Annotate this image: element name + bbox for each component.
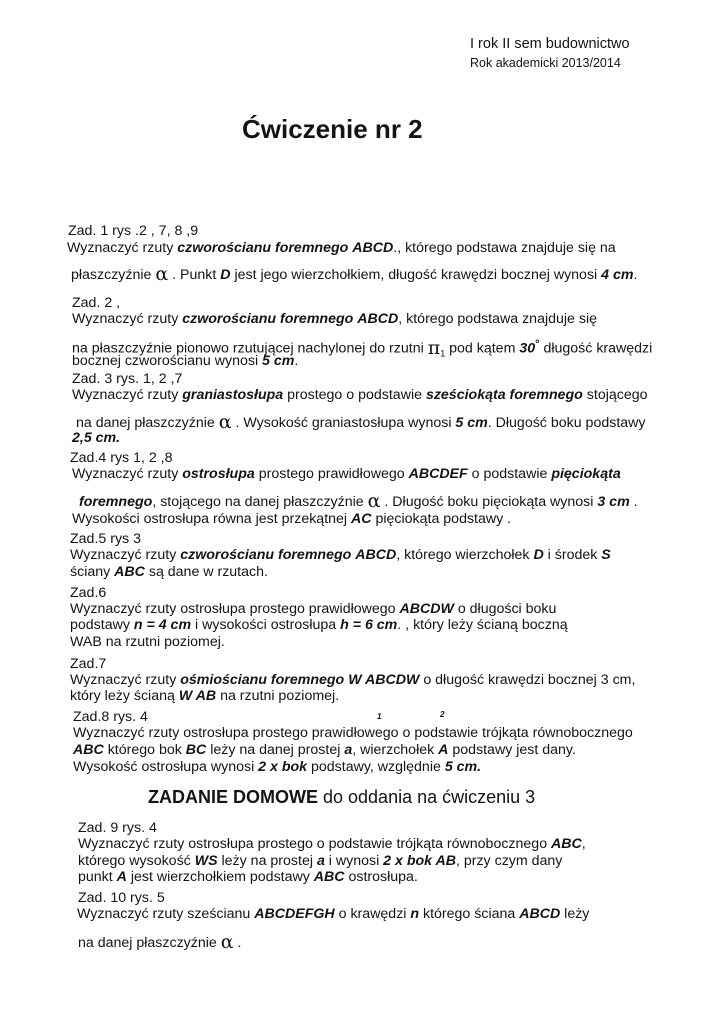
task-7-heading: Zad.7 bbox=[70, 656, 107, 672]
task-5-line-2: ściany ABC są dane w rzutach. bbox=[70, 564, 268, 580]
task-4-heading: Zad.4 rys 1, 2 ,8 bbox=[70, 450, 173, 466]
alpha-symbol: α bbox=[367, 490, 381, 512]
task-4-line-3: Wysokości ostrosłupa równa jest przekątnej AC pięciokąta podstawy . bbox=[72, 511, 512, 527]
vertex-index-1: 1 bbox=[377, 712, 382, 721]
alpha-symbol: α bbox=[218, 411, 232, 433]
task-9-line-3: punkt A jest wierzchołkiem podstawy ABC ostrosłupa. bbox=[78, 869, 418, 885]
vertex-index-2: 2 bbox=[440, 710, 445, 719]
homework-heading: ZADANIE DOMOWE do oddania na ćwiczeniu 3 bbox=[148, 787, 536, 807]
pi-symbol: π bbox=[427, 336, 441, 359]
task-4-line-1: Wyznaczyć rzuty ostrosłupa prostego prawidłowego ABCDEF o podstawie pięciokąta bbox=[72, 466, 621, 482]
task-9-line-2: którego wysokość WS leży na prostej a i wynosi 2 x bok AB, przy czym dany bbox=[78, 853, 563, 869]
task-3-line-1: Wyznaczyć rzuty graniastosłupa prostego o podstawie sześciokąta foremnego stojącego bbox=[72, 387, 648, 403]
task-9-heading: Zad. 9 rys. 4 bbox=[78, 820, 157, 836]
task-3-heading: Zad. 3 rys. 1, 2 ,7 bbox=[72, 371, 183, 387]
alpha-symbol: α bbox=[155, 263, 169, 285]
task-7-line-2: który leży ścianą W AB na rzutni poziomej. bbox=[70, 688, 340, 704]
task-2-line-2: na płaszczyźnie pionowo rzutującej nachylonej do rzutni $\pi_1$ pod kątem 30° długość krawędzi bbox=[72, 336, 653, 359]
task-6-line-1: Wyznaczyć rzuty ostrosłupa prostego prawidłowego ABCDW o długości boku bbox=[70, 601, 557, 617]
course-label: I rok II sem budownictwo bbox=[470, 36, 630, 52]
task-5-line-1: Wyznaczyć rzuty czworościanu foremnego ABCD, którego wierzchołek D i środek S bbox=[70, 547, 611, 563]
task-5-heading: Zad.5 rys 3 bbox=[70, 531, 141, 547]
task-8-line-2: ABC którego bok BC leży na danej prostej a, wierzchołek A podstawy jest dany. bbox=[73, 742, 576, 758]
academic-year: Rok akademicki 2013/2014 bbox=[470, 56, 621, 70]
task-10-line-1: Wyznaczyć rzuty sześcianu ABCDEFGH o krawędzi n którego ściana ABCD leży bbox=[77, 906, 590, 922]
task-2-heading: Zad. 2 , bbox=[72, 295, 121, 311]
task-8-heading: Zad.8 rys. 4 bbox=[73, 709, 148, 725]
task-6-line-2: podstawy n = 4 cm i wysokości ostrosłupa h = 6 cm. , który leży ścianą boczną bbox=[70, 617, 568, 633]
task-8-line-3: Wysokość ostrosłupa wynosi 2 x bok podstawy, względnie 5 cm. bbox=[73, 759, 482, 775]
task-2-line-3: bocznej czworościanu wynosi 5 cm. bbox=[72, 353, 299, 369]
task-7-line-1: Wyznaczyć rzuty ośmiościanu foremnego W ABCDW o długość krawędzi bocznej 3 cm, bbox=[70, 672, 636, 688]
task-2-line-1: Wyznaczyć rzuty czworościanu foremnego ABCD, którego podstawa znajduje się bbox=[72, 311, 598, 327]
task-3-line-2: na danej płaszczyźnie α . Wysokość graniastosłupa wynosi 5 cm. Długość boku podstawy bbox=[76, 411, 646, 433]
alpha-symbol: α bbox=[220, 931, 234, 953]
task-1-line-1: Wyznaczyć rzuty czworościanu foremnego ABCD., którego podstawa znajduje się na bbox=[67, 240, 616, 256]
task-10-line-2: na danej płaszczyźnie α . bbox=[78, 931, 242, 953]
task-10-heading: Zad. 10 rys. 5 bbox=[78, 890, 165, 906]
task-4-line-2: foremnego, stojącego na danej płaszczyźnie α . Długość boku pięciokąta wynosi 3 cm . bbox=[79, 490, 638, 512]
task-6-heading: Zad.6 bbox=[70, 585, 107, 601]
page-title: Ćwiczenie nr 2 bbox=[242, 114, 423, 144]
task-3-line-3: 2,5 cm. bbox=[72, 430, 121, 446]
task-9-line-1: Wyznaczyć rzuty ostrosłupa prostego o podstawie trójkąta równobocznego ABC, bbox=[78, 836, 586, 852]
task-6-line-3: WAB na rzutni poziomej. bbox=[70, 634, 225, 650]
task-1-line-2: płaszczyźnie α . Punkt D jest jego wierzchołkiem, długość krawędzi bocznej wynosi 4 cm. bbox=[71, 263, 638, 285]
task-8-line-1: Wyznaczyć rzuty ostrosłupa prostego prawidłowego o podstawie trójkąta równobocznego bbox=[73, 725, 633, 741]
task-1-heading: Zad. 1 rys .2 , 7, 8 ,9 bbox=[68, 223, 199, 239]
